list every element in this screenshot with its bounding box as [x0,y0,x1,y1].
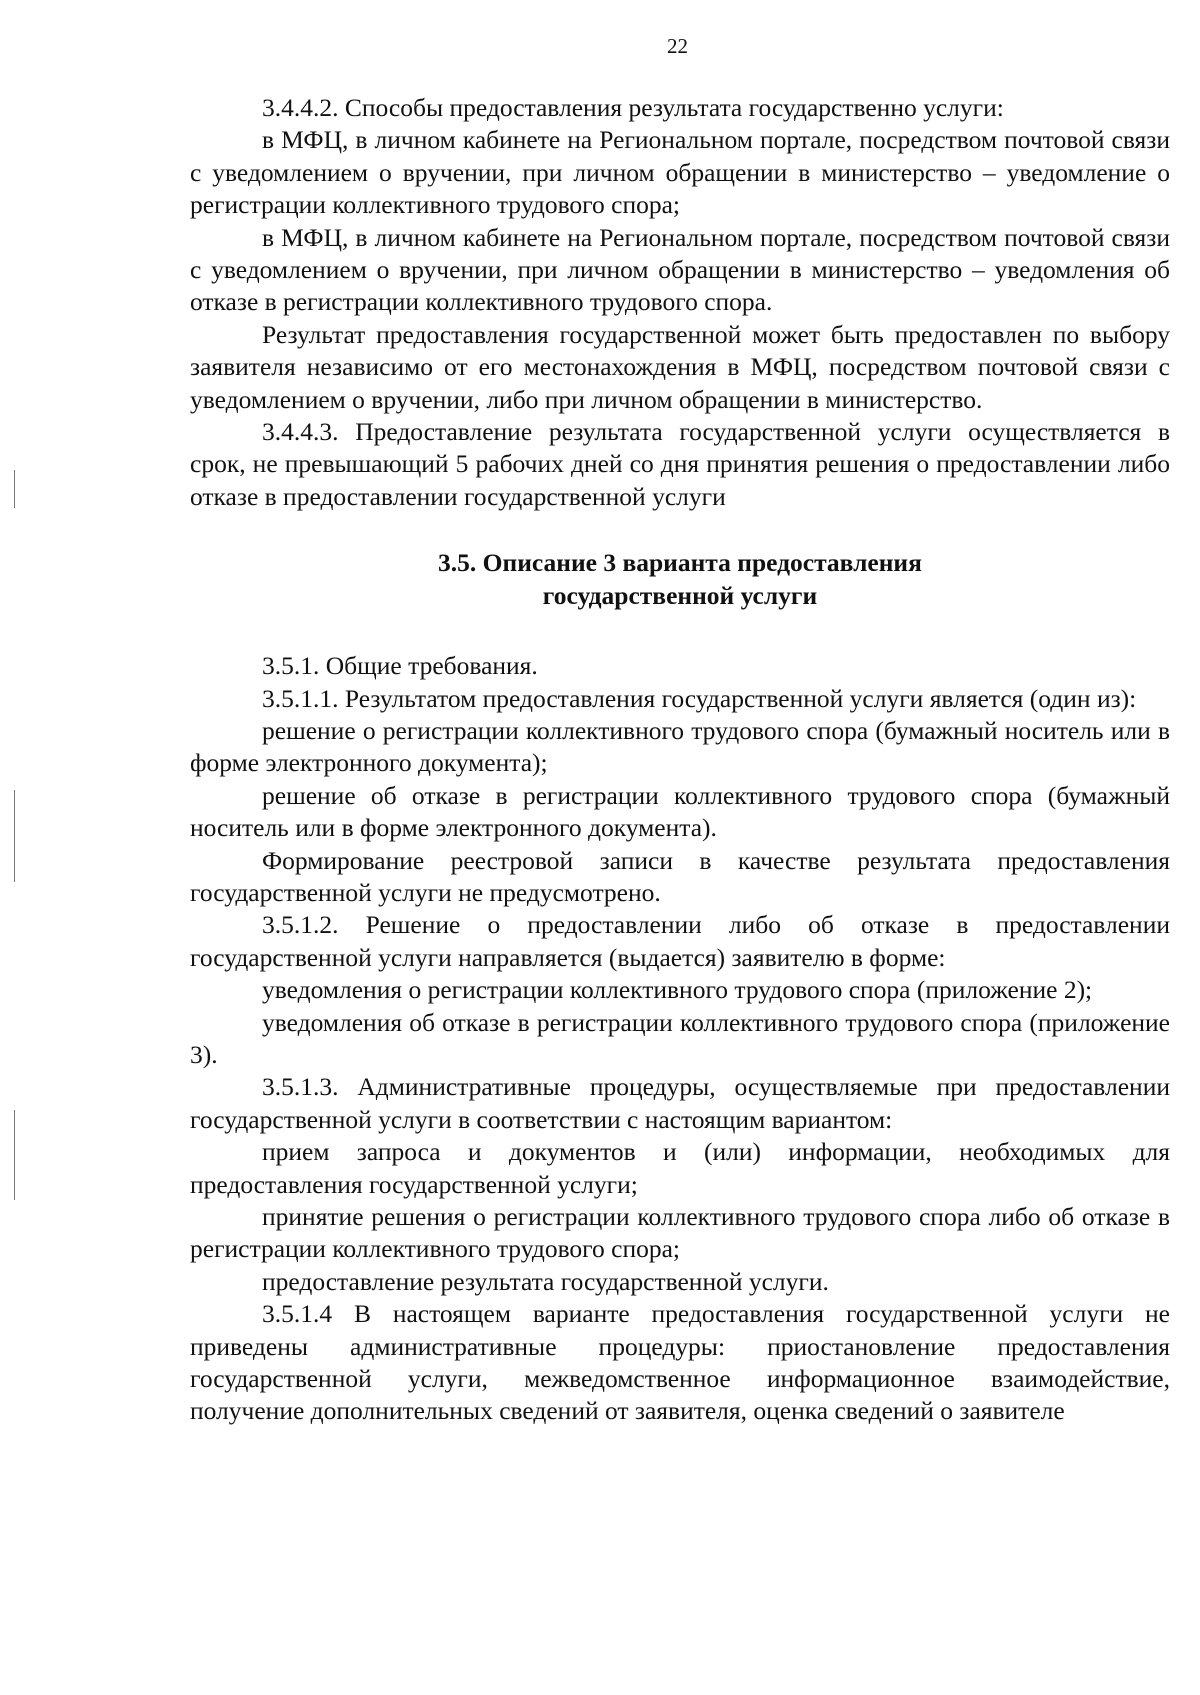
section-heading-line: государственной услуги [542,580,818,610]
paragraph: 3.5.1.3. Административные процедуры, осуществляемые при предоставлении государственной услуги в соответствии с настоящим вариантом: [190,1072,1170,1134]
scan-margin-mark [14,470,15,508]
paragraph: в МФЦ, в личном кабинете на Региональном портале, посредством почтовой связи с уведомлением о вручении, при личном обращении в министерство – уведомление о регистрации коллективного трудового спора; [190,125,1170,220]
paragraph: 3.5.1.1. Результатом предоставления государственной услуги является (один из): [262,683,1137,713]
paragraph: решение о регистрации коллективного трудового спора (бумажный носитель или в форме электронного документа); [190,715,1170,778]
paragraph: решение об отказе в регистрации коллективного трудового спора (бумажный носитель или в форме электронного документа). [190,780,1170,843]
page-number: 22 [667,34,688,58]
paragraph: 3.5.1. Общие требования. [262,651,538,681]
paragraph: уведомления об отказе в регистрации коллективного трудового спора (приложение 3). [190,1007,1170,1069]
paragraph: Формирование реестровой записи в качестве результата предоставления государственной услуги не предусмотрено. [190,845,1170,907]
paragraph: прием запроса и документов и (или) информации, необходимых для предоставления государственной услуги; [190,1137,1170,1199]
paragraph: предоставление результата государственной услуги. [262,1266,829,1296]
scan-margin-mark [14,790,15,882]
scan-margin-mark [14,1110,15,1200]
document-body [190,92,1170,1428]
section-heading-line: 3.5. Описание 3 варианта предоставления [438,548,922,578]
paragraph: в МФЦ, в личном кабинете на Региональном портале, посредством почтовой связи с уведомлением о вручении, при личном обращении в министерство – уведомления об отказе в регистрации коллективного трудового спора. [190,222,1170,317]
paragraph: 3.5.1.2. Решение о предоставлении либо об отказе в предоставлении государственной услуги направляется (выдается) заявителю в форме: [190,910,1170,972]
paragraph: уведомления о регистрации коллективного трудового спора (приложение 2); [262,975,1093,1005]
paragraph: Результат предоставления государственной может быть предоставлен по выбору заявителя независимо от его местонахождения в МФЦ, посредством почтовой связи с уведомлением о вручении, либо при личном обращении в министерство. [190,319,1170,414]
paragraph: 3.4.4.3. Предоставление результата государственной услуги осуществляется в срок, не превышающий 5 рабочих дней со дня принятия решения о предоставлении либо отказе в предоставлении государственной услуги [190,417,1170,511]
paragraph: 3.5.1.4 В настоящем варианте предоставления государственной услуги не приведены административные процедуры: приостановление предоставления государственной услуги, межведомственное информационное взаимодействие, получение дополнительных сведений от заявителя, оценка сведений о заявителе [190,1299,1170,1426]
paragraph: принятие решения о регистрации коллективного трудового спора либо об отказе в регистрации коллективного трудового спора; [190,1202,1170,1264]
section-heading [190,547,1170,612]
paragraph: 3.4.4.2. Способы предоставления результата государственно услуги: [262,93,1004,122]
